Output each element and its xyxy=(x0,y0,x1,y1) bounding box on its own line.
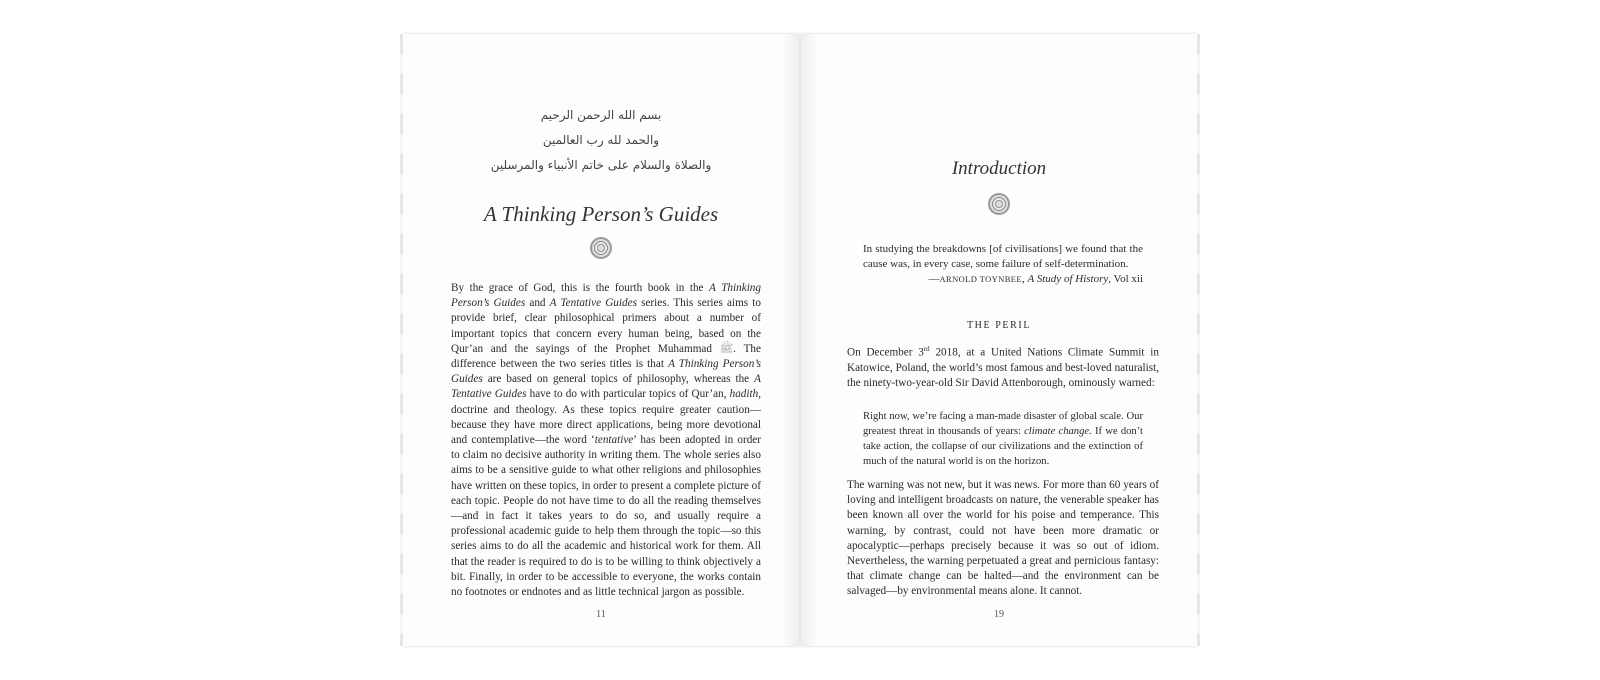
salawat-line: والصلاة والسلام على خاتم الأنبياء والمرسلين xyxy=(490,158,712,172)
series-intro-text: By the grace of God, this is the fourth book in the A Thinking Person’s Guides and A Tentative Guides series. This series aims to provide brief, clear philosophical primers about a number of important topics that concern every human being, based on the Qur’an and the sayings of the Prophet Muhammad ﷺ. The difference between the two series titles is that A Thinking Person’s Guides are based on general topics of philosophy, whereas the A Tentative Guides have to do with particular topics of Qur’an, hadith, doctrine and theology. As these topics require greater caution—because they have more direct applications, being more devotional and contemplative—the word ‘tentative’ has been adopted in order to claim no decisive authority in writing them. The whole series also aims to be a sensitive guide to what other religions and philosophies have written on these topics, in order to present a complete picture of each topic. People do not have time to do all the reading themselves—and in fact it takes years to do so, and usually require a professional academic guide to help them through the topic—so this series aims to do all the academic and historical work for them. All that the reader is required to do is to be willing to think objectively a bit. Finally, in order to be accessible to everyone, the works contain no footnotes or endnotes and as little technical jargon as possible. xyxy=(451,282,762,599)
book-spread xyxy=(403,34,1197,646)
block-quote: Right now, we’re facing a man-made disaster of global scale. Our greatest threat in thousands of years: climate change. If we don’t take action, the collapse of our civilizations and the extinction of much of the natural world is on the horizon. xyxy=(863,411,1143,467)
page-edges xyxy=(1197,34,1200,646)
left-page xyxy=(403,34,799,646)
chapter-title: Introduction xyxy=(951,158,1047,179)
rosette-ornament-icon xyxy=(988,193,1010,215)
paragraph-2: The warning was not new, but it was news. For more than 60 years of loving and intelligent broadcasts on nature, the venerable speaker has been known all over the world for his poise and temperance. This warning, by contrast, could not have been more dramatic or apocalyptic—perhaps precisely because it was so out of idiom. Nevertheless, the warning perpetuated a great and pernicious fantasy: that climate change can be halted—and the environment can be salvaged—by environmental means alone. It cannot. xyxy=(847,479,1159,598)
epigraph xyxy=(863,242,1143,287)
series-title: A Thinking Person’s Guides xyxy=(483,202,719,226)
epigraph-text: In studying the breakdowns [of civilisations] we found that the cause was, in every case, some failure of self-determination. xyxy=(863,243,1143,270)
page-edges xyxy=(400,34,403,646)
hamdala-line: والحمد لله رب العالمين xyxy=(542,133,660,147)
basmala-line: بسم الله الرحمن الرحيم xyxy=(540,108,662,122)
rosette-ornament-icon xyxy=(590,237,612,259)
epigraph-attribution: —ARNOLD TOYNBEE, A Study of History, Vol xii xyxy=(928,273,1143,285)
salutation-glyph: ﷺ xyxy=(719,342,734,355)
paragraph-1: On December 3rd 2018, at a United Nations Climate Summit in Katowice, Poland, the world’s most famous and best-loved naturalist, the ninety-two-year-old Sir David Attenborough, ominously warned: xyxy=(847,345,1159,390)
page-number-left: 11 xyxy=(596,609,606,620)
page-number-right: 19 xyxy=(994,609,1004,620)
section-heading: THE PERIL xyxy=(966,320,1032,331)
right-page xyxy=(801,34,1197,646)
